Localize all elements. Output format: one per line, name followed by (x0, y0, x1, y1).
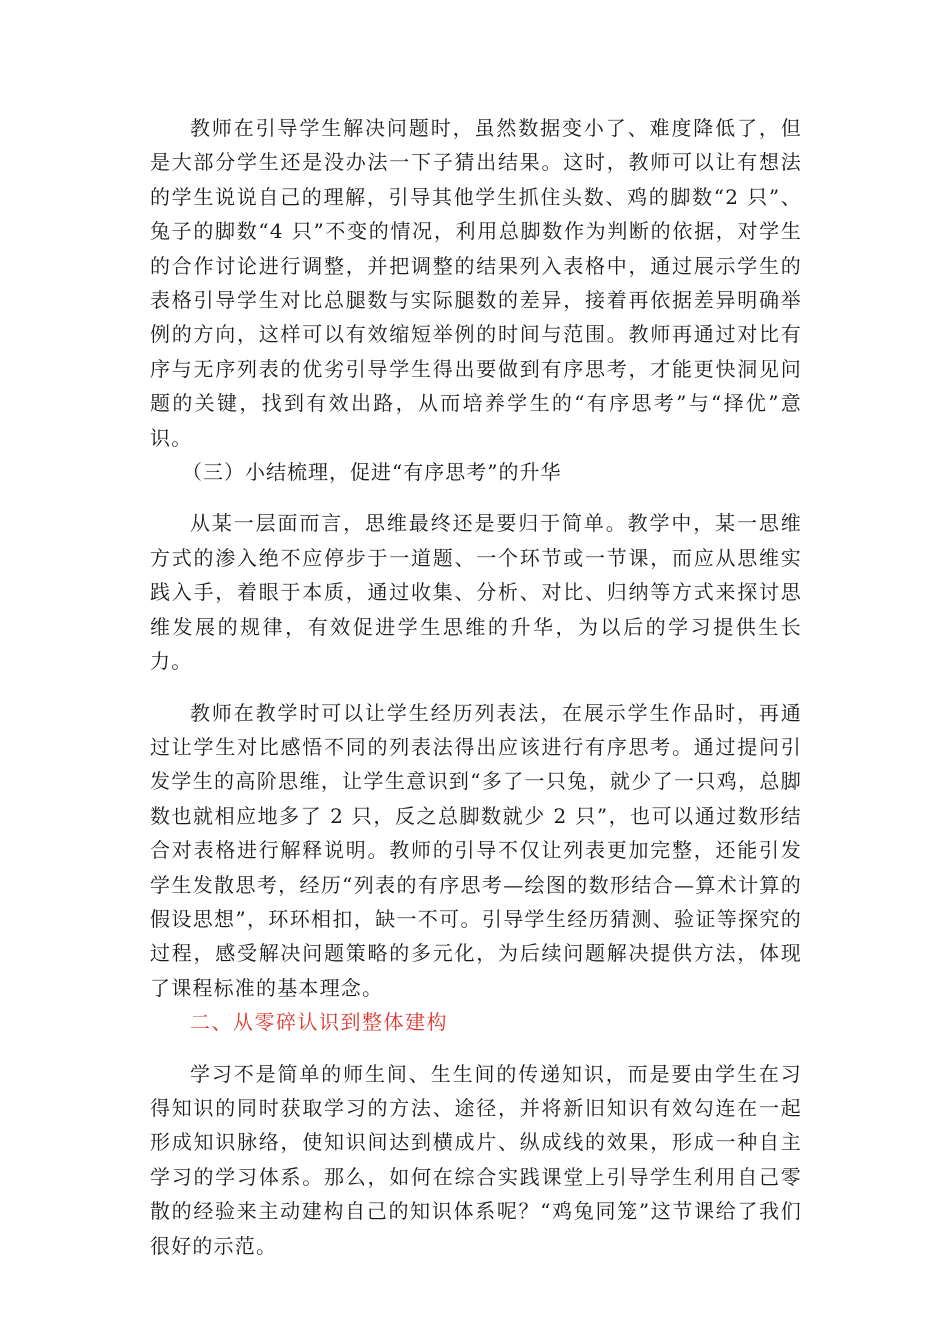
paragraph-knowledge-system: 学习不是简单的师生间、生生间的传递知识，而是要由学生在习得知识的同时获取学习的方法、途径，并将新旧知识有效勾连在一起形成知识脉络，使知识间达到横成片、纵成线的效果，形成一种自主学习的学习体系。那么，如何在综合实践课堂上引导学生利用自己零散的经验来主动建构自己的知识体系呢？“鸡兔同笼”这节课给了我们很好的示范。 (150, 1061, 802, 1258)
paragraph-list-method: 教师在教学时可以让学生经历列表法，在展示学生作品时，再通过让学生对比感悟不同的列表法得出应该进行有序思考。通过提问引发学生的高阶思维，让学生意识到“多了一只兔，就少了一只鸡，总脚数也就相应地多了 2 只，反之总脚数就少 2 只”，也可以通过数形结合对表格进行解释说明。教师的引导不仅让列表更加完整，还能引发学生发散思考，经历“列表的有序思考—绘图的数形结合—算术计算的假设思想”，环环相扣，缺一不可。引导学生经历猜测、验证等探究的过程，感受解决问题策略的多元化，为后续问题解决提供方法，体现了课程标准的基本理念。 (150, 700, 802, 1000)
section-heading-integration: 二、从零碎认识到整体建构 (190, 1010, 448, 1035)
paragraph-guiding-students: 教师在引导学生解决问题时，虽然数据变小了、难度降低了，但是大部分学生还是没办法一下子猜出结果。这时，教师可以让有想法的学生说说自己的理解，引导其他学生抓住头数、鸡的脚数“2 只”、兔子的脚数“4 只”不变的情况，利用总脚数作为判断的依据，对学生的合作讨论进行调整，并把调整的结果列入表格中，通过展示学生的表格引导学生对比总腿数与实际腿数的差异，接着再依据差异明确举例的方向，这样可以有效缩短举例的时间与范围。教师再通过对比有序与无序列表的优劣引导学生得出要做到有序思考，才能更快洞见问题的关键，找到有效出路，从而培养学生的“有序思考”与“择优”意识。 (150, 116, 802, 450)
document-page (150, 111, 802, 1263)
paragraph-thinking-simplicity: 从某一层面而言，思维最终还是要归于简单。教学中，某一思维方式的渗入绝不应停步于一道题、一个环节或一节课，而应从思维实践入手，着眼于本质，通过收集、分析、对比、归纳等方式来探讨思维发展的规律，有效促进学生思维的升华，为以后的学习提供生长力。 (150, 511, 802, 674)
subheading-summary: （三）小结梳理，促进“有序思考”的升华 (182, 460, 562, 485)
